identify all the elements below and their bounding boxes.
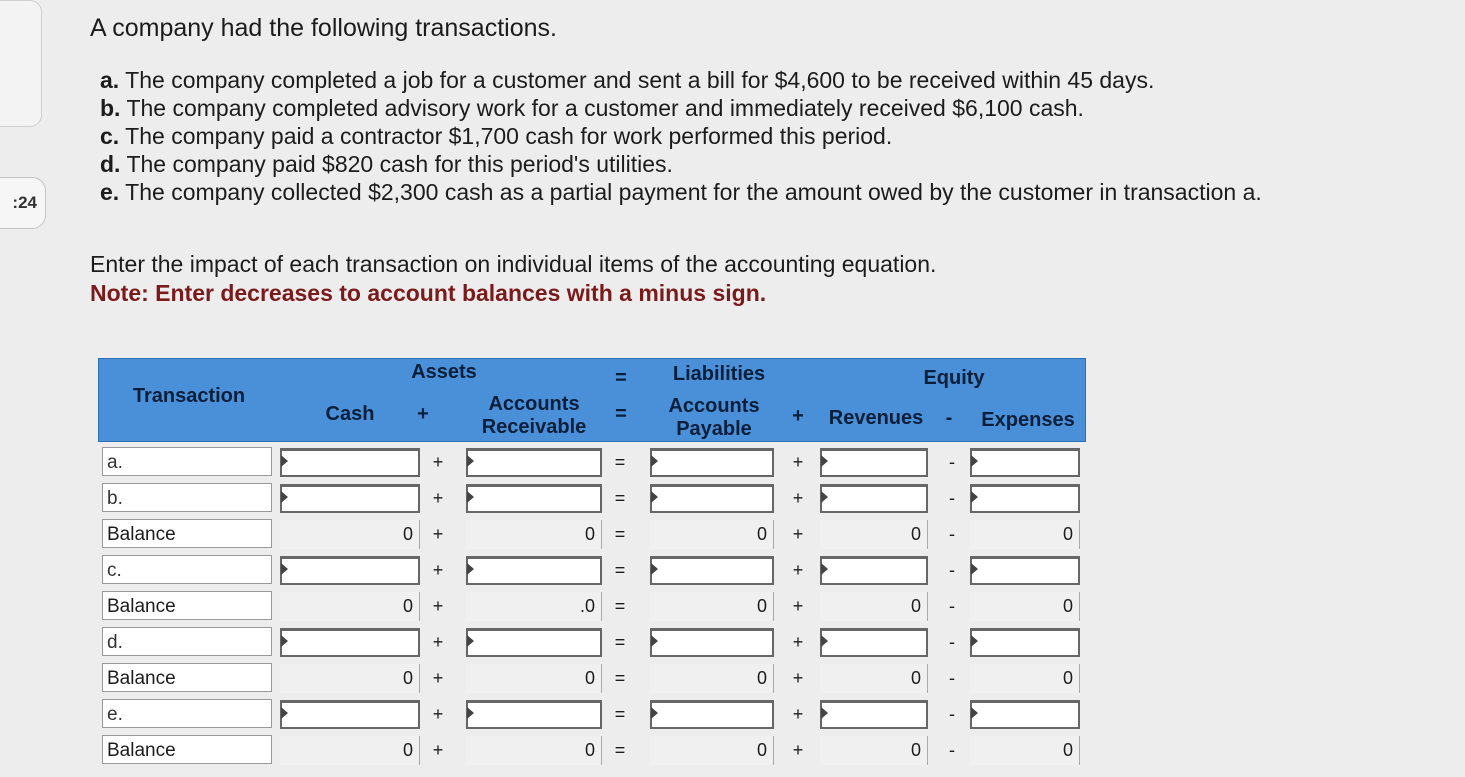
- transaction-item-a: a. The company completed a job for a customer and sent a bill for $4,600 to be received within 45 days.: [100, 67, 1155, 93]
- header-expenses: Expenses: [981, 409, 1075, 431]
- table-row: [98, 444, 1084, 480]
- accounts-receivable-balance: 0: [466, 736, 602, 765]
- instruction-note: Note: Enter decreases to account balances with a minus sign.: [90, 280, 767, 306]
- minus-sign: -: [949, 668, 955, 688]
- header-accounts-payable: Accounts Payable: [668, 395, 760, 440]
- minus-sign: -: [949, 452, 955, 472]
- plus-sign: +: [792, 596, 804, 616]
- accounts-payable-input[interactable]: [650, 448, 774, 477]
- accounts-payable-input[interactable]: [650, 700, 774, 729]
- table-row: [98, 696, 1084, 732]
- row-label: Balance: [102, 519, 272, 548]
- header-minus: -: [945, 407, 953, 429]
- plus-sign: +: [432, 704, 444, 724]
- plus-sign: +: [432, 524, 444, 544]
- question-intro: A company had the following transactions.: [90, 14, 557, 42]
- accounts-payable-input[interactable]: [650, 628, 774, 657]
- revenues-input[interactable]: [820, 448, 928, 477]
- minus-sign: -: [949, 740, 955, 760]
- plus-sign: +: [432, 596, 444, 616]
- plus-sign: +: [432, 560, 444, 580]
- equals-sign: =: [614, 740, 626, 760]
- transaction-item-d: d. The company paid $820 cash for this period's utilities.: [100, 151, 673, 177]
- accounts-payable-balance: 0: [650, 520, 774, 549]
- header-cash: Cash: [325, 403, 375, 425]
- revenues-input[interactable]: [820, 556, 928, 585]
- equals-sign: =: [614, 488, 626, 508]
- side-panel: [0, 0, 42, 127]
- table-row: [98, 588, 1084, 624]
- plus-sign: +: [432, 632, 444, 652]
- equals-sign: =: [614, 596, 626, 616]
- accounts-payable-input[interactable]: [650, 556, 774, 585]
- table-row: [98, 732, 1084, 768]
- transaction-item-c: c. The company paid a contractor $1,700 cash for work performed this period.: [100, 123, 893, 149]
- table-row: [98, 552, 1084, 588]
- expenses-balance: 0: [970, 736, 1080, 765]
- minus-sign: -: [949, 524, 955, 544]
- cash-input[interactable]: [280, 448, 420, 477]
- accounts-payable-balance: 0: [650, 736, 774, 765]
- accounts-receivable-input[interactable]: [466, 448, 602, 477]
- equals-sign: =: [614, 632, 626, 652]
- table-row: [98, 516, 1084, 552]
- accounts-receivable-input[interactable]: [466, 556, 602, 585]
- cash-balance: 0: [280, 736, 420, 765]
- row-label: d.: [102, 627, 272, 656]
- expenses-input[interactable]: [970, 448, 1080, 477]
- revenues-input[interactable]: [820, 484, 928, 513]
- cash-input[interactable]: [280, 628, 420, 657]
- expenses-balance: 0: [970, 592, 1080, 621]
- expenses-input[interactable]: [970, 484, 1080, 513]
- table-row: [98, 660, 1084, 696]
- revenues-input[interactable]: [820, 700, 928, 729]
- revenues-balance: 0: [820, 664, 928, 693]
- transaction-item-e: e. The company collected $2,300 cash as a partial payment for the amount owed by the customer in transaction a.: [100, 179, 1262, 205]
- cash-input[interactable]: [280, 484, 420, 513]
- accounts-payable-balance: 0: [650, 592, 774, 621]
- plus-sign: +: [432, 740, 444, 760]
- equals-sign: =: [614, 704, 626, 724]
- expenses-input[interactable]: [970, 628, 1080, 657]
- cash-balance: 0: [280, 664, 420, 693]
- plus-sign: +: [432, 488, 444, 508]
- equals-sign: =: [614, 524, 626, 544]
- transaction-item-b: b. The company completed advisory work for a customer and immediately received $6,100 cash.: [100, 95, 1084, 121]
- header-plus-2: +: [792, 405, 804, 427]
- plus-sign: +: [792, 452, 804, 472]
- header-equity: Equity: [923, 367, 985, 389]
- accounts-receivable-balance: .0: [466, 592, 602, 621]
- accounts-receivable-input[interactable]: [466, 700, 602, 729]
- header-liabilities: Liabilities: [672, 363, 766, 385]
- expenses-input[interactable]: [970, 556, 1080, 585]
- row-label: a.: [102, 447, 272, 476]
- plus-sign: +: [792, 632, 804, 652]
- plus-sign: +: [792, 524, 804, 544]
- accounts-payable-input[interactable]: [650, 484, 774, 513]
- minus-sign: -: [949, 596, 955, 616]
- header-assets: Assets: [411, 361, 477, 383]
- minus-sign: -: [949, 488, 955, 508]
- timer-badge: :24: [0, 177, 46, 229]
- row-label: Balance: [102, 735, 272, 764]
- revenues-balance: 0: [820, 520, 928, 549]
- header-equals-top: =: [615, 367, 627, 389]
- accounts-payable-balance: 0: [650, 664, 774, 693]
- cash-input[interactable]: [280, 700, 420, 729]
- expenses-input[interactable]: [970, 700, 1080, 729]
- accounts-receivable-balance: 0: [466, 664, 602, 693]
- instructions: [90, 250, 936, 308]
- plus-sign: +: [432, 452, 444, 472]
- header-accounts-receivable: Accounts Receivable: [481, 393, 587, 438]
- accounting-equation-table: [98, 358, 1086, 768]
- plus-sign: +: [792, 740, 804, 760]
- row-label: b.: [102, 483, 272, 512]
- header-plus-1: +: [417, 403, 429, 425]
- revenues-balance: 0: [820, 736, 928, 765]
- row-label: Balance: [102, 663, 272, 692]
- table-row: [98, 624, 1084, 660]
- plus-sign: +: [792, 704, 804, 724]
- minus-sign: -: [949, 632, 955, 652]
- header-equals: =: [615, 403, 627, 425]
- equals-sign: =: [614, 560, 626, 580]
- revenues-balance: 0: [820, 592, 928, 621]
- row-label: Balance: [102, 591, 272, 620]
- accounts-receivable-balance: 0: [466, 520, 602, 549]
- table-header: [98, 358, 1086, 442]
- cash-balance: 0: [280, 592, 420, 621]
- equals-sign: =: [614, 452, 626, 472]
- expenses-balance: 0: [970, 664, 1080, 693]
- plus-sign: +: [432, 668, 444, 688]
- revenues-input[interactable]: [820, 628, 928, 657]
- transaction-list: [100, 66, 1262, 206]
- cash-balance: 0: [280, 520, 420, 549]
- plus-sign: +: [792, 560, 804, 580]
- plus-sign: +: [792, 488, 804, 508]
- plus-sign: +: [792, 668, 804, 688]
- minus-sign: -: [949, 560, 955, 580]
- table-row: [98, 480, 1084, 516]
- header-transaction: Transaction: [132, 385, 246, 407]
- minus-sign: -: [949, 704, 955, 724]
- cash-input[interactable]: [280, 556, 420, 585]
- equals-sign: =: [614, 668, 626, 688]
- row-label: e.: [102, 699, 272, 728]
- row-label: c.: [102, 555, 272, 584]
- instruction-text: Enter the impact of each transaction on individual items of the accounting equation.: [90, 251, 937, 277]
- expenses-balance: 0: [970, 520, 1080, 549]
- accounts-receivable-input[interactable]: [466, 484, 602, 513]
- accounts-receivable-input[interactable]: [466, 628, 602, 657]
- header-revenues: Revenues: [828, 407, 924, 429]
